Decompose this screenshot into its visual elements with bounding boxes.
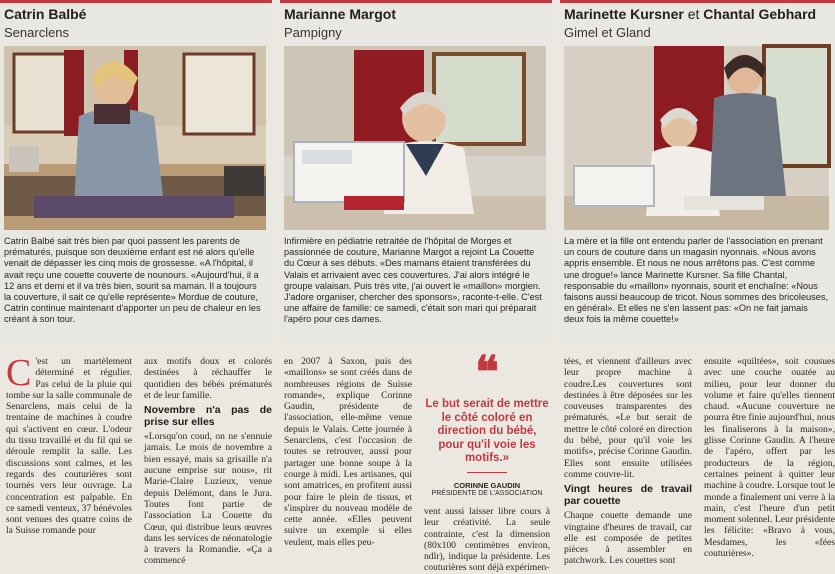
red-rule: [0, 0, 272, 3]
article-text: ensuite «quiltées», soit cousues avec une couche ouatée au milieu, pour leur donner du volume et faire qu'elles tiennent chaud. «Aucune couverture ne pourra être finie aujourd'hui, nous les finaliserons à la maison», glisse Corinne Gaudin. A l'heure de l'apéro, offert par les producteurs de la région, certaines peinent à quitter leur machine à coudre. Lorsque tout le monde a finalement uni verre à la main, c'est l'heure d'un petit moment solennel. Leur présidente les félicite: «Bravo à vous, Mesdames, les «fées couturières».: [704, 356, 835, 560]
profile-caption: Infirmière en pédiatrie retraitée de l'hôpital de Morges et passionnée de couture, Marianne Margot a rejoint La Couette du Cœur à ses débuts. «Des mamans étaient transférées du Valais et arrivaient avec ces couvertures. J'ai alors intégré le groupe valaisan. Puis très vite, j'ai ouvert le «maillon» morgien. J'adore organiser, chercher des sponsors», raconte-t-elle. C'est une affaire de famille: ce samedi, c'était son mari qui préparait l'apéro pour ces dames.: [284, 236, 542, 325]
profile-name-a: Marinette Kursner: [564, 6, 684, 22]
profile-marinette-chantal: [560, 0, 835, 344]
profile-place: Gimel et Gland: [564, 25, 651, 40]
profile-place: Pampigny: [284, 25, 342, 40]
profile-name-b: Chantal Gebhard: [703, 6, 817, 22]
photo-marianne: [284, 46, 546, 230]
profile-name: [564, 6, 816, 22]
profile-caption: La mère et la fille ont entendu parler de l'association en prenant un cours de couture dans un magasin nyonnais. «Nous avons appris ensemble. Et nous ne nous arrêtons pas. C'est comme une drogue!» lance Marinette Kursner. Sa fille Chantal, responsable du «maillon» nyonnais, sourit et enchaîne: «Nous faisons aussi beaucoup de tricot. Nous sommes des bricoleuses, en général». Et elles ne s'en lassent pas: «On ne fait jamais deux fois la même couette!»: [564, 236, 829, 325]
pull-quote-author: CORINNE GAUDIN: [453, 480, 521, 490]
subheading: Novembre n'a pas de prise sur elles: [144, 404, 272, 429]
sewing-machine-photo: [284, 46, 546, 230]
article-text: «Lorsqu'on coud, on ne s'ennuie jamais. Le mois de novembre a bien essayé, mais sa grisaille n'a aucune emprise sur nous», rit Marie-Claire Luzieux, venue depuis Delémont, dans le Jura. Toutes font partie de l'association La Couette du Cœur, qui distribue leurs œuvres dans les services de néonatologie à travers la Romandie. «Ça a commencé: [144, 431, 272, 567]
divider: [467, 472, 507, 473]
sewing-room-photo: [4, 46, 266, 230]
profile-name: Catrin Balbé: [4, 6, 87, 22]
pull-quote-role: PRÉSIDENTE DE L'ASSOCIATION: [431, 489, 543, 497]
profile-marianne: [280, 0, 552, 344]
red-rule: [560, 0, 835, 3]
pull-quote: [424, 348, 550, 508]
pull-quote-text: Le but serait de mettre le côté coloré en direction du bébé, pour qu'il voie les motifs.»: [425, 398, 549, 464]
photo-marinette-chantal: [564, 46, 829, 230]
article-column-6: [704, 356, 835, 564]
quote-marks-icon: ❝: [475, 348, 499, 397]
article-column-3: [284, 356, 412, 564]
red-rule: [280, 0, 552, 3]
drop-cap: C: [6, 352, 32, 394]
profile-name-conjunction: et: [683, 6, 704, 22]
article-column-1: [6, 352, 133, 564]
profile-name: Marianne Margot: [284, 6, 397, 22]
profile-catrin: [0, 0, 272, 344]
article-text: tées, et viennent d'ailleurs avec leur propre machine à coudre.Les couvertures sont destinées à être déposées sur les couveuses transparentes des prématurés. «Le but serait de mettre le côté coloré en direction du bébé, pour qu'il voie les motifs», précise Corinne Gaudin. Elles sont ensuite utilisées comme couvre-lit.: [564, 356, 692, 480]
article-column-4: [424, 506, 550, 574]
article-text: Chaque couette demande une vingtaine d'heures de travail, car elle est composée de petites pièces à assembler en patchwork. Les couettes sont: [564, 510, 692, 567]
article-column-2: [144, 356, 272, 567]
profile-caption: Catrin Balbé sait très bien par quoi passent les parents de prématurés, puisque son deuxième enfant est né alors qu'elle venait de dépasser les cinq mois de grossesse. «A l'hôpital, il avait reçu une couette couverte de nounours. «Aujourd'hui, il a 12 ans et demi et il va très bien, sourit sa maman. Il a toujours la couverture, il sait ce qu'elle représente» Mordue de couture, Catrin continue maintenant d'apporter un peu de chaleur en les créant à son tour.: [4, 236, 261, 325]
article-column-5: [564, 356, 692, 567]
subheading: Vingt heures de travail par couette: [564, 483, 692, 508]
article-text: 'est un martèlement déterminé et régulier. Pas celui de la pluie qui tombe sur la salle communale de Senarclens, mais celui de la trentaine de machines à coudre qui s'activent en cœur. L'odeur du tissu travaillé et du fil qui se déroule remplit la salle. Les discussions sont calmes, et les regards des couturières sont tournés vers leur ouvrage. La concentration est palpable. En ce samedi venteux, 37 bénévoles sont venues des quatre coins de la Suisse romande pour: [6, 356, 133, 537]
profile-place: Senarclens: [4, 25, 70, 40]
article-text: aux motifs doux et colorés destinées à réchauffer le quotidien des bébés prématurés et de leur famille.: [144, 356, 272, 401]
article-text: en 2007 à Saxon, puis des «maillons» se sont créés dans de nombreuses régions de Suisse romande», explique Corinne Gaudin, présidente de l'association, elle-même venue depuis le Valais. Cette journée à Senarclens, c'est l'occasion de toutes se retrouver, aussi pour partager une bonne soupe à la courge à midi. Les artisanes, qui sont amatrices, en profitent aussi pour faire le plein de tissus, et s'inspirer du nouveau modèle de cette année. «Elles peuvent suivre un exemple si elles veulent, mais elles peu-: [284, 356, 412, 548]
photo-catrin: [4, 46, 266, 230]
mother-daughter-photo: [564, 46, 829, 230]
article-text: vent aussi laisser libre cours à leur créativité. La seule contrainte, c'est la dimension (80x100 centimètres environ, ndlr), indique la présidente. Les couturières sont déjà expérimen-: [424, 506, 550, 574]
